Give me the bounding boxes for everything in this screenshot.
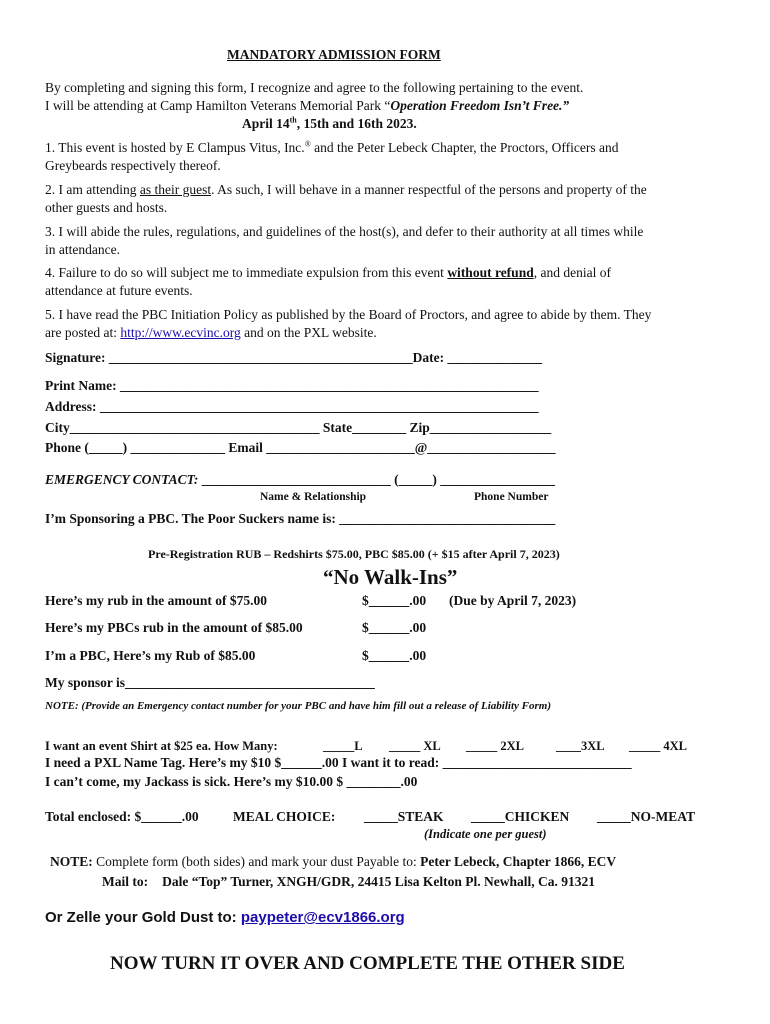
pbc-self-amount[interactable]: $______.00 (362, 648, 427, 663)
shirt-label: I want an event Shirt at $25 ea. How Many: (45, 739, 278, 753)
signature-field[interactable]: Signature: _____________________________________________Date: ______________ (45, 350, 542, 365)
name-tag-field[interactable]: I need a PXL Name Tag. Here’s my $10 $______.00 I want it to read: ____________________________ (45, 755, 632, 770)
form-title: MANDATORY ADMISSION FORM (227, 47, 441, 62)
item-5: 5. I have read the PBC Initiation Policy as published by the Board of Proctors, and agree to abide by them. They (45, 307, 652, 322)
ecvinc-link[interactable]: http://www.ecvinc.org (120, 325, 241, 340)
intro-line-1: By completing and signing this form, I recognize and agree to the following pertaining to the event. (45, 80, 584, 95)
phone-email-field[interactable]: Phone (_____) ______________ Email ______________________@___________________ (45, 440, 556, 455)
item-1-cont: Greybeards respectively thereof. (45, 158, 221, 173)
rub-75-label: Here’s my rub in the amount of $75.00 (45, 593, 267, 608)
item-4: 4. Failure to do so will subject me to immediate expulsion from this event without refund, and denial of (45, 265, 611, 280)
pbc-85-amount[interactable]: $______.00 (362, 620, 427, 635)
pre-registration-info: Pre-Registration RUB – Redshirts $75.00, PBC $85.00 (+ $15 after April 7, 2023) (148, 547, 560, 561)
meal-steak[interactable]: _____STEAK (364, 809, 444, 824)
print-name-field[interactable]: Print Name: ______________________________________________________________ (45, 378, 539, 393)
emergency-note: NOTE: (Provide an Emergency contact number for your PBC and have him fill out a release of Liability Form) (45, 700, 551, 712)
rub-75-due: (Due by April 7, 2023) (449, 593, 577, 608)
turn-over-notice: NOW TURN IT OVER AND COMPLETE THE OTHER SIDE (110, 953, 625, 974)
item-2: 2. I am attending as their guest. As such, I will behave in a manner respectful of the persons and property of the (45, 182, 647, 197)
pbc-85-label: Here’s my PBCs rub in the amount of $85.00 (45, 620, 303, 635)
event-name: Operation Freedom Isn’t Free.” (390, 98, 570, 113)
phone-number-caption: Phone Number (474, 491, 549, 503)
sponsor-field[interactable]: My sponsor is_____________________________________ (45, 675, 375, 690)
sponsoring-field[interactable]: I’m Sponsoring a PBC. The Poor Suckers name is: ________________________________ (45, 511, 556, 526)
emergency-contact-label: EMERGENCY CONTACT: (45, 472, 202, 487)
no-walk-ins: “No Walk-Ins” (323, 565, 458, 589)
city-state-zip-field[interactable]: City_____________________________________ State________ Zip__________________ (45, 420, 552, 435)
intro-line-2: I will be attending at Camp Hamilton Veterans Memorial Park “Operation Freedom Isn’t Free.” (45, 98, 570, 113)
payee: Peter Lebeck, Chapter 1866, ECV (420, 854, 617, 869)
shirt-size-4xl[interactable]: _____ 4XL (629, 739, 687, 753)
shirt-size-3xl[interactable]: ____3XL (556, 739, 605, 753)
pbc-self-label: I’m a PBC, Here’s my Rub of $85.00 (45, 648, 256, 663)
item-5-cont: are posted at: http://www.ecvinc.org and on the PXL website. (45, 325, 377, 340)
rub-75-amount[interactable]: $______.00 (362, 593, 427, 608)
emergency-contact-field[interactable]: EMERGENCY CONTACT: ____________________________ (_____) _________________ (45, 472, 556, 487)
mail-to: Mail to: Dale “Top” Turner, XNGH/GDR, 24415 Lisa Kelton Pl. Newhall, Ca. 91321 (102, 874, 596, 889)
total-enclosed-field[interactable]: Total enclosed: $______.00 (45, 809, 199, 824)
zelle-line: Or Zelle your Gold Dust to: paypeter@ecv1866.org (45, 909, 405, 926)
shirt-size-2xl[interactable]: _____ 2XL (466, 739, 524, 753)
meal-chicken[interactable]: _____CHICKEN (471, 809, 570, 824)
name-relationship-caption: Name & Relationship (260, 491, 367, 503)
item-3: 3. I will abide the rules, regulations, and guidelines of the host(s), and defer to their authority at all times while (45, 224, 644, 239)
event-dates: April 14th, 15th and 16th 2023. (242, 115, 417, 131)
footer-note: NOTE: Complete form (both sides) and mark your dust Payable to: Peter Lebeck, Chapter 1866, ECV (50, 854, 617, 869)
shirt-size-l[interactable]: _____L (323, 739, 363, 753)
item-4-cont: attendance at future events. (45, 283, 193, 298)
item-3-cont: in attendance. (45, 242, 120, 257)
meal-indicate-note: (Indicate one per guest) (424, 827, 547, 841)
item-2-cont: other guests and hosts. (45, 200, 168, 215)
jackass-field[interactable]: I can’t come, my Jackass is sick. Here’s my $10.00 $ ________.00 (45, 774, 418, 789)
meal-choice-label: MEAL CHOICE: (233, 809, 336, 824)
meal-no-meat[interactable]: _____NO-MEAT (597, 809, 695, 824)
shirt-size-xl[interactable]: _____ XL (389, 739, 441, 753)
address-field[interactable]: Address: _________________________________________________________________ (45, 399, 539, 414)
zelle-email-link[interactable]: paypeter@ecv1866.org (240, 909, 405, 926)
item-1: 1. This event is hosted by E Clampus Vitus, Inc.® and the Peter Lebeck Chapter, the Proctors, Officers and (45, 139, 619, 155)
